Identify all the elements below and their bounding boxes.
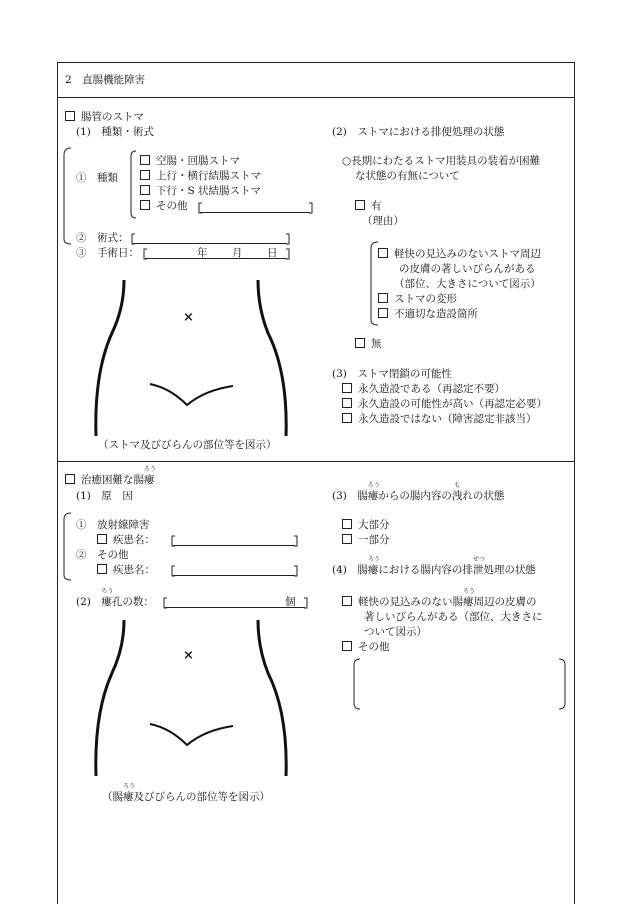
- cause-brace: [62, 512, 72, 582]
- reason-text: の皮膚の著しいびらんがある: [399, 263, 536, 275]
- fistula-count-label: (2) ろう 瘻孔の数：: [76, 588, 154, 608]
- proc-option[interactable]: 軽快の見込みのない腸 ろう 瘻周辺の皮膚の: [342, 596, 537, 609]
- stoma-checkbox[interactable]: [65, 111, 75, 121]
- kind-label: ① 種類: [76, 172, 118, 184]
- proc-text: 著しいびらんがある（部位、大きさに: [364, 611, 543, 623]
- date-label: ③ 手術日：: [76, 247, 139, 259]
- kind-option-other[interactable]: その他: [140, 200, 188, 213]
- navel-marker: ×: [183, 648, 194, 663]
- kind-option[interactable]: 空腸・回腸ストマ: [140, 155, 240, 168]
- proc-other-field[interactable]: [352, 658, 568, 712]
- group-brace: [62, 147, 72, 245]
- stoma-heading: [65, 111, 144, 124]
- fistula-checkbox[interactable]: [65, 474, 75, 484]
- kind-other-brackets: [198, 202, 314, 214]
- leak-title: (3) 腸 ろう 瘻からの腸内容の も 洩れの状態: [332, 482, 505, 502]
- disease-brackets: [171, 535, 299, 547]
- date-month: 月: [232, 247, 243, 259]
- kind-option[interactable]: 上行・横行結腸ストマ: [140, 170, 261, 183]
- section-title: 2 直腸機能障害: [65, 74, 146, 86]
- surgery-label: ② 術式：: [76, 232, 129, 244]
- stoma-type-label: (1) 種類・術式: [76, 126, 154, 138]
- proc-title: (4) 腸 ろう 瘻における腸内容の排 せつ 泄処理の状態: [332, 556, 536, 576]
- proc-text: ついて図示）: [364, 626, 427, 638]
- kind-bracket: [129, 150, 137, 220]
- navel-marker: ×: [183, 310, 194, 325]
- reason-text: （部位、大きさについて図示）: [394, 278, 541, 290]
- cause-other-disease[interactable]: 疾患名：: [97, 564, 155, 577]
- fistula-diagram-caption: （腸 ろう 瘻及びびらんの部位等を図示）: [102, 783, 270, 803]
- date-year: 年: [197, 247, 208, 259]
- cause-label: (1) 原 因: [76, 490, 133, 502]
- closure-title: (3) ストマ閉鎖の可能性: [332, 368, 452, 380]
- disease-brackets: [171, 565, 299, 577]
- count-unit: 個: [285, 596, 296, 608]
- stoma-heading-label: 腸管のストマ: [81, 111, 144, 123]
- excretion-title: (2) ストマにおける排便処理の状態: [332, 126, 505, 138]
- difficulty-question: な状態の有無について: [355, 170, 460, 182]
- closure-option[interactable]: 永久造設ではない（障害認定非該当）: [342, 413, 537, 426]
- cause-other: ② その他: [76, 549, 129, 561]
- reason-option[interactable]: 不適切な造設箇所: [378, 308, 478, 321]
- leak-option[interactable]: 大部分: [342, 519, 390, 532]
- difficulty-yes[interactable]: 有: [355, 200, 382, 213]
- closure-option[interactable]: 永久造設である（再認定不要）: [342, 383, 505, 396]
- leak-option[interactable]: 一部分: [342, 534, 390, 547]
- reason-option[interactable]: ストマの変形: [378, 293, 457, 306]
- closure-option[interactable]: 永久造設の可能性が高い（再認定必要）: [342, 398, 547, 411]
- difficulty-no[interactable]: 無: [355, 338, 382, 351]
- surgery-brackets: [131, 233, 291, 245]
- reason-option[interactable]: 軽快の見込みのないストマ周辺: [378, 248, 541, 261]
- date-day: 日: [267, 247, 278, 259]
- abdomen-diagram[interactable]: [90, 278, 300, 443]
- kind-option[interactable]: 下行・S 状結腸ストマ: [140, 185, 261, 198]
- reason-label: （理由）: [362, 215, 404, 227]
- fistula-heading: 治癒困難な腸 ろう 瘻: [65, 474, 155, 487]
- section-divider: [57, 461, 574, 462]
- section-divider: [57, 97, 574, 98]
- abdomen-diagram[interactable]: [90, 618, 300, 783]
- stoma-diagram-caption: （ストマ及びびらんの部位等を図示）: [98, 439, 277, 451]
- cause-radiation-disease[interactable]: 疾患名：: [97, 534, 155, 547]
- difficulty-question: ○長期にわたるストマ用装具の装着が困難: [342, 155, 541, 167]
- cause-radiation: ① 放射線障害: [76, 519, 150, 531]
- proc-other[interactable]: その他: [342, 641, 390, 654]
